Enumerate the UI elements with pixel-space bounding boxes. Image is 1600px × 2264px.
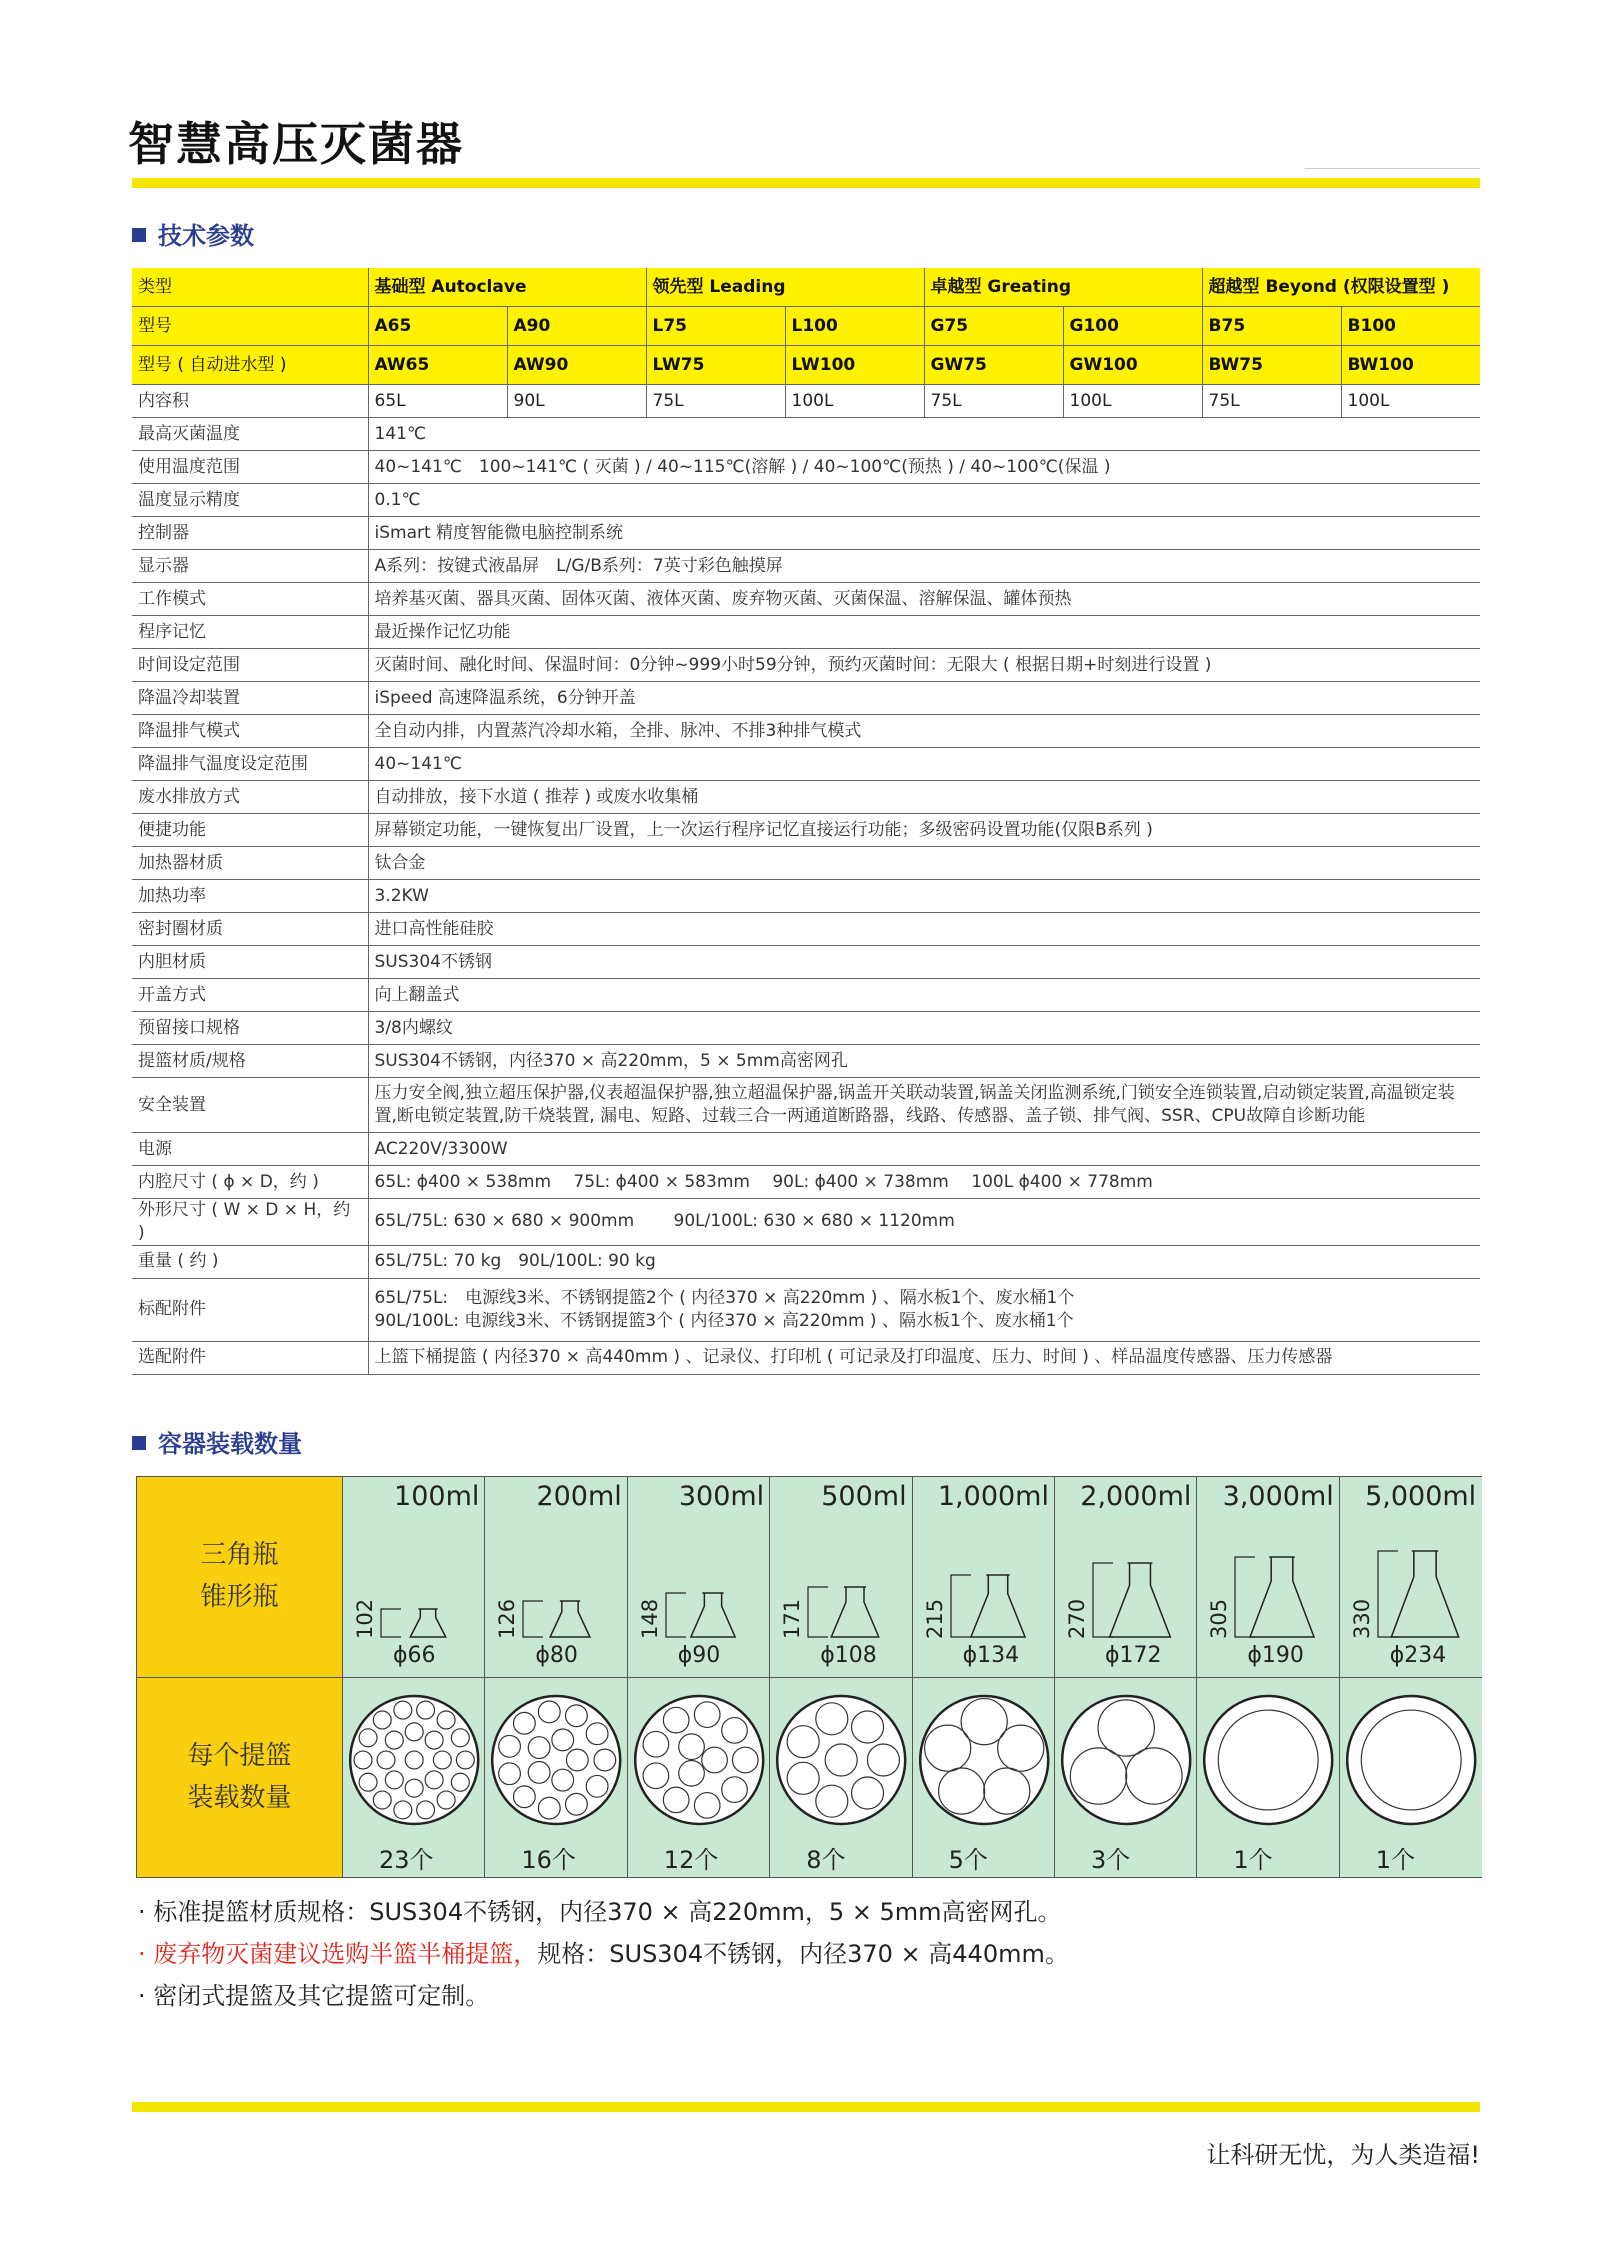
flask-height: 305 bbox=[1207, 1598, 1232, 1639]
model-auto-cell: BW75 bbox=[1202, 346, 1341, 385]
model-auto-cell: BW100 bbox=[1341, 346, 1480, 385]
spec-row bbox=[132, 1166, 1480, 1199]
spec-value: iSpeed 高速降温系统，6分钟开盖 bbox=[368, 682, 1480, 715]
spec-value: 3.2KW bbox=[368, 880, 1480, 913]
flask-diameter: ϕ66 bbox=[393, 1643, 436, 1668]
spec-label: 降温冷却装置 bbox=[132, 682, 368, 715]
spec-value: 3/8内螺纹 bbox=[368, 1012, 1480, 1045]
spec-label: 密封圈材质 bbox=[132, 913, 368, 946]
spec-label: 外形尺寸 ( W × D × H，约 ) bbox=[132, 1199, 368, 1246]
spec-row bbox=[132, 1133, 1480, 1166]
spec-row bbox=[132, 1045, 1480, 1078]
spec-value: 40~141℃ bbox=[368, 748, 1480, 781]
model-cell: A90 bbox=[507, 307, 646, 346]
flask-volume: 3,000ml bbox=[1222, 1481, 1334, 1512]
spec-value: AC220V/3300W bbox=[368, 1133, 1480, 1166]
basket-cell bbox=[769, 1678, 912, 1877]
section-heading-tech bbox=[132, 216, 254, 251]
spec-value: 65L/75L: 70 kg 90L/100L: 90 kg bbox=[368, 1245, 1480, 1278]
spec-row bbox=[132, 1199, 1480, 1246]
type-beyond: 超越型 Beyond (权限设置型 ) bbox=[1202, 268, 1480, 307]
spec-label: 降温排气温度设定范围 bbox=[132, 748, 368, 781]
spec-row bbox=[132, 583, 1480, 616]
spec-row-model-auto bbox=[132, 346, 1480, 385]
model-auto-cell: AW65 bbox=[368, 346, 507, 385]
flask-height: 270 bbox=[1065, 1598, 1089, 1639]
basket-label-line2: 装载数量 bbox=[187, 1782, 292, 1813]
note-custom-basket: · 密闭式提篮及其它提篮可定制。 bbox=[138, 1982, 490, 2010]
flask-volume: 200ml bbox=[536, 1481, 622, 1512]
basket-count: 1个 bbox=[1233, 1846, 1273, 1874]
spec-value: 屏幕锁定功能，一键恢复出厂设置，上一次运行程序记忆直接运行功能；多级密码设置功能(仅限B系列 ) bbox=[368, 814, 1480, 847]
spec-row bbox=[132, 946, 1480, 979]
section-heading-load bbox=[132, 1424, 302, 1459]
flask-diameter: ϕ90 bbox=[677, 1643, 721, 1668]
type-autoclave: 基础型 Autoclave bbox=[368, 268, 646, 307]
spec-value bbox=[368, 1278, 1480, 1341]
basket-count-label bbox=[137, 1678, 342, 1877]
type-leading: 领先型 Leading bbox=[646, 268, 924, 307]
volume-cell: 75L bbox=[646, 385, 785, 418]
top-yellow-rule bbox=[132, 178, 1480, 188]
spec-label: 型号 bbox=[132, 307, 368, 346]
spec-value: 最近操作记忆功能 bbox=[368, 616, 1480, 649]
spec-label: 电源 bbox=[132, 1133, 368, 1166]
spec-label: 加热功率 bbox=[132, 880, 368, 913]
spec-value: iSmart 精度智能微电脑控制系统 bbox=[368, 517, 1480, 550]
flask-height: 102 bbox=[353, 1598, 377, 1639]
spec-label: 内腔尺寸 ( ϕ × D，约 ) bbox=[132, 1166, 368, 1199]
flask-volume: 2,000ml bbox=[1080, 1481, 1192, 1512]
flask-cell bbox=[627, 1477, 770, 1678]
flask-cell bbox=[342, 1477, 485, 1678]
note-waste-basket bbox=[138, 1934, 1069, 1969]
flask-diameter: ϕ234 bbox=[1389, 1643, 1447, 1668]
spec-value: A系列：按键式液晶屏 L/G/B系列：7英寸彩色触摸屏 bbox=[368, 550, 1480, 583]
spec-row bbox=[132, 781, 1480, 814]
spec-row bbox=[132, 682, 1480, 715]
spec-label: 工作模式 bbox=[132, 583, 368, 616]
spec-row bbox=[132, 880, 1480, 913]
spec-label: 安全装置 bbox=[132, 1078, 368, 1133]
spec-value: 上篮下桶提篮 ( 内径370 × 高440mm ) 、记录仪、打印机 ( 可记录及打印温度、压力、时间 ) 、样品温度传感器、压力传感器 bbox=[368, 1341, 1480, 1374]
basket-count: 3个 bbox=[1091, 1846, 1131, 1874]
spec-label: 重量 ( 约 ) bbox=[132, 1245, 368, 1278]
spec-label: 内胆材质 bbox=[132, 946, 368, 979]
spec-label: 类型 bbox=[132, 268, 368, 307]
model-auto-cell: LW100 bbox=[785, 346, 924, 385]
basket-layout-icon bbox=[485, 1686, 627, 1836]
spec-label: 程序记忆 bbox=[132, 616, 368, 649]
spec-row bbox=[132, 484, 1480, 517]
spec-value-line: 90L/100L: 电源线3米、不锈钢提篮3个 ( 内径370 × 高220mm ) 、隔水板1个、废水桶1个 bbox=[374, 1310, 1074, 1331]
spec-row-volume bbox=[132, 385, 1480, 418]
spec-value: 灭菌时间、融化时间、保温时间：0分钟~999小时59分钟，预约灭菌时间：无限大 ( 根据日期+时刻进行设置 ) bbox=[368, 649, 1480, 682]
basket-layout-icon bbox=[1197, 1686, 1339, 1836]
spec-label: 预留接口规格 bbox=[132, 1012, 368, 1045]
spec-label: 使用温度范围 bbox=[132, 451, 368, 484]
type-greating: 卓越型 Greating bbox=[924, 268, 1202, 307]
volume-cell: 100L bbox=[1341, 385, 1480, 418]
spec-label: 内容积 bbox=[132, 385, 368, 418]
flask-diameter: ϕ172 bbox=[1105, 1643, 1162, 1668]
flask-volume: 5,000ml bbox=[1365, 1481, 1477, 1512]
flask-cell bbox=[912, 1477, 1055, 1678]
spec-row bbox=[132, 1245, 1480, 1278]
spec-row bbox=[132, 616, 1480, 649]
spec-label: 型号 ( 自动进水型 ) bbox=[132, 346, 368, 385]
spec-label: 温度显示精度 bbox=[132, 484, 368, 517]
spec-label: 最高灭菌温度 bbox=[132, 418, 368, 451]
square-bullet-icon bbox=[132, 1436, 146, 1450]
flask-height: 126 bbox=[495, 1598, 520, 1639]
volume-cell: 100L bbox=[785, 385, 924, 418]
spec-value: 全自动内排，内置蒸汽冷却水箱，全排、脉冲、不排3种排气模式 bbox=[368, 715, 1480, 748]
container-load-grid bbox=[136, 1476, 1482, 1878]
basket-cell bbox=[1196, 1678, 1339, 1877]
spec-row bbox=[132, 517, 1480, 550]
title-hairline bbox=[1305, 168, 1480, 169]
model-auto-cell: AW90 bbox=[507, 346, 646, 385]
basket-count: 23个 bbox=[379, 1846, 434, 1874]
page-title: 智慧高压灭菌器 bbox=[128, 117, 464, 171]
spec-row bbox=[132, 649, 1480, 682]
spec-row bbox=[132, 814, 1480, 847]
flask-volume: 100ml bbox=[394, 1481, 480, 1512]
note-waste-basket-spec: 规格：SUS304不锈钢，内径370 × 高440mm。 bbox=[537, 1940, 1069, 1968]
spec-value: 钛合金 bbox=[368, 847, 1480, 880]
flask-cell bbox=[1054, 1477, 1197, 1678]
basket-cell bbox=[627, 1678, 770, 1877]
spec-table bbox=[132, 268, 1480, 1375]
spec-row bbox=[132, 715, 1480, 748]
flask-type-label bbox=[137, 1477, 342, 1678]
flask-volume: 300ml bbox=[678, 1481, 765, 1512]
spec-row bbox=[132, 1278, 1480, 1341]
spec-label: 开盖方式 bbox=[132, 979, 368, 1012]
model-cell: A65 bbox=[368, 307, 507, 346]
spec-value: 65L/75L: 630 × 680 × 900mm 90L/100L: 630 × 680 × 1120mm bbox=[368, 1199, 1480, 1246]
spec-row bbox=[132, 1341, 1480, 1374]
basket-count: 5个 bbox=[948, 1846, 988, 1874]
spec-value: SUS304不锈钢，内径370 × 高220mm，5 × 5mm高密网孔 bbox=[368, 1045, 1480, 1078]
spec-value: SUS304不锈钢 bbox=[368, 946, 1480, 979]
model-cell: B75 bbox=[1202, 307, 1341, 346]
spec-label: 时间设定范围 bbox=[132, 649, 368, 682]
spec-row bbox=[132, 451, 1480, 484]
flask-height: 171 bbox=[780, 1598, 805, 1639]
flask-label-line2: 锥形瓶 bbox=[200, 1582, 279, 1612]
flask-volume: 500ml bbox=[821, 1481, 907, 1512]
volume-cell: 90L bbox=[507, 385, 646, 418]
spec-value: 向上翻盖式 bbox=[368, 979, 1480, 1012]
flask-volume: 1,000ml bbox=[937, 1481, 1049, 1512]
basket-cell bbox=[1054, 1678, 1197, 1877]
spec-row bbox=[132, 979, 1480, 1012]
basket-count: 1个 bbox=[1375, 1846, 1416, 1874]
model-cell: L100 bbox=[785, 307, 924, 346]
spec-value: 压力安全阀,独立超压保护器,仪表超温保护器,独立超温保护器,锅盖开关联动装置,锅盖关闭监测系统,门锁安全连锁装置,启动锁定装置,高温锁定装置,断电锁定装置,防干烧装置, 漏电、短路、过载三合一两通道断路器，线路、传感器、盖子锁、排气阀、SSR、CPU故障自诊断功能 bbox=[368, 1078, 1480, 1133]
flask-diameter: ϕ108 bbox=[820, 1643, 877, 1668]
spec-value: 141℃ bbox=[368, 418, 1480, 451]
spec-row bbox=[132, 1078, 1480, 1133]
spec-row bbox=[132, 1012, 1480, 1045]
spec-value-line: 65L/75L: 电源线3米、不锈钢提篮2个 ( 内径370 × 高220mm ) 、隔水板1个、废水桶1个 bbox=[374, 1287, 1075, 1308]
spec-row bbox=[132, 418, 1480, 451]
spec-row-type bbox=[132, 268, 1480, 307]
flask-diameter: ϕ80 bbox=[535, 1643, 578, 1668]
model-cell: G100 bbox=[1063, 307, 1202, 346]
flask-cell bbox=[484, 1477, 627, 1678]
flask-cell bbox=[1196, 1477, 1339, 1678]
basket-label-line1: 每个提篮 bbox=[187, 1740, 292, 1771]
basket-layout-icon bbox=[628, 1686, 770, 1836]
model-auto-cell: GW75 bbox=[924, 346, 1063, 385]
spec-label: 废水排放方式 bbox=[132, 781, 368, 814]
note-basket-spec: · 标准提篮材质规格：SUS304不锈钢，内径370 × 高220mm，5 × 5mm高密网孔。 bbox=[138, 1898, 1062, 1926]
flask-cell bbox=[1339, 1477, 1482, 1678]
spec-row bbox=[132, 913, 1480, 946]
flask-height: 215 bbox=[922, 1598, 947, 1639]
volume-cell: 65L bbox=[368, 385, 507, 418]
basket-layout-icon bbox=[1340, 1686, 1482, 1836]
model-cell: B100 bbox=[1341, 307, 1480, 346]
flask-diameter: ϕ190 bbox=[1247, 1643, 1304, 1668]
basket-count: 16个 bbox=[521, 1846, 576, 1874]
spec-row bbox=[132, 550, 1480, 583]
basket-layout-icon bbox=[343, 1686, 485, 1836]
spec-value: 40~141℃ 100~141℃ ( 灭菌 ) / 40~115℃(溶解 ) / 40~100℃(预热 ) / 40~100℃(保温 ) bbox=[368, 451, 1480, 484]
basket-cell bbox=[484, 1678, 627, 1877]
spec-value: 0.1℃ bbox=[368, 484, 1480, 517]
volume-cell: 75L bbox=[924, 385, 1063, 418]
model-cell: L75 bbox=[646, 307, 785, 346]
flask-height: 330 bbox=[1349, 1598, 1374, 1639]
note-waste-basket-red: · 废弃物灭菌建议选购半篮半桶提篮， bbox=[138, 1940, 538, 1968]
flask-cell bbox=[769, 1477, 912, 1678]
volume-cell: 75L bbox=[1202, 385, 1341, 418]
spec-label: 显示器 bbox=[132, 550, 368, 583]
flask-diameter: ϕ134 bbox=[962, 1643, 1020, 1668]
section-heading-tech-text: 技术参数 bbox=[158, 222, 254, 250]
model-auto-cell: LW75 bbox=[646, 346, 785, 385]
spec-value: 进口高性能硅胶 bbox=[368, 913, 1480, 946]
spec-label: 选配附件 bbox=[132, 1341, 368, 1374]
bottom-yellow-rule bbox=[132, 2102, 1480, 2112]
spec-label: 加热器材质 bbox=[132, 847, 368, 880]
volume-cell: 100L bbox=[1063, 385, 1202, 418]
spec-row bbox=[132, 847, 1480, 880]
spec-row-model bbox=[132, 307, 1480, 346]
square-bullet-icon bbox=[132, 228, 146, 242]
model-auto-cell: GW100 bbox=[1063, 346, 1202, 385]
basket-count: 8个 bbox=[806, 1846, 846, 1874]
spec-value: 自动排放，接下水道 ( 推荐 ) 或废水收集桶 bbox=[368, 781, 1480, 814]
spec-label: 降温排气模式 bbox=[132, 715, 368, 748]
spec-label: 标配附件 bbox=[132, 1278, 368, 1341]
spec-value: 培养基灭菌、器具灭菌、固体灭菌、液体灭菌、废弃物灭菌、灭菌保温、溶解保温、罐体预热 bbox=[368, 583, 1480, 616]
spec-label: 提篮材质/规格 bbox=[132, 1045, 368, 1078]
basket-cell bbox=[1339, 1678, 1482, 1877]
basket-layout-icon bbox=[913, 1686, 1055, 1836]
slogan: 让科研无忧，为人类造福! bbox=[1206, 2141, 1480, 2169]
spec-value: 65L: ϕ400 × 538mm 75L: ϕ400 × 583mm 90L: ϕ400 × 738mm 100L ϕ400 × 778mm bbox=[368, 1166, 1480, 1199]
section-heading-load-text: 容器装载数量 bbox=[158, 1430, 302, 1458]
flask-label-line1: 三角瓶 bbox=[200, 1540, 279, 1571]
spec-label: 控制器 bbox=[132, 517, 368, 550]
spec-row bbox=[132, 748, 1480, 781]
basket-count: 12个 bbox=[663, 1846, 719, 1874]
flask-height: 148 bbox=[637, 1598, 662, 1639]
basket-layout-icon bbox=[1055, 1686, 1197, 1836]
model-cell: G75 bbox=[924, 307, 1063, 346]
basket-layout-icon bbox=[770, 1686, 912, 1836]
basket-cell bbox=[912, 1678, 1055, 1877]
spec-label: 便捷功能 bbox=[132, 814, 368, 847]
basket-cell bbox=[342, 1678, 485, 1877]
